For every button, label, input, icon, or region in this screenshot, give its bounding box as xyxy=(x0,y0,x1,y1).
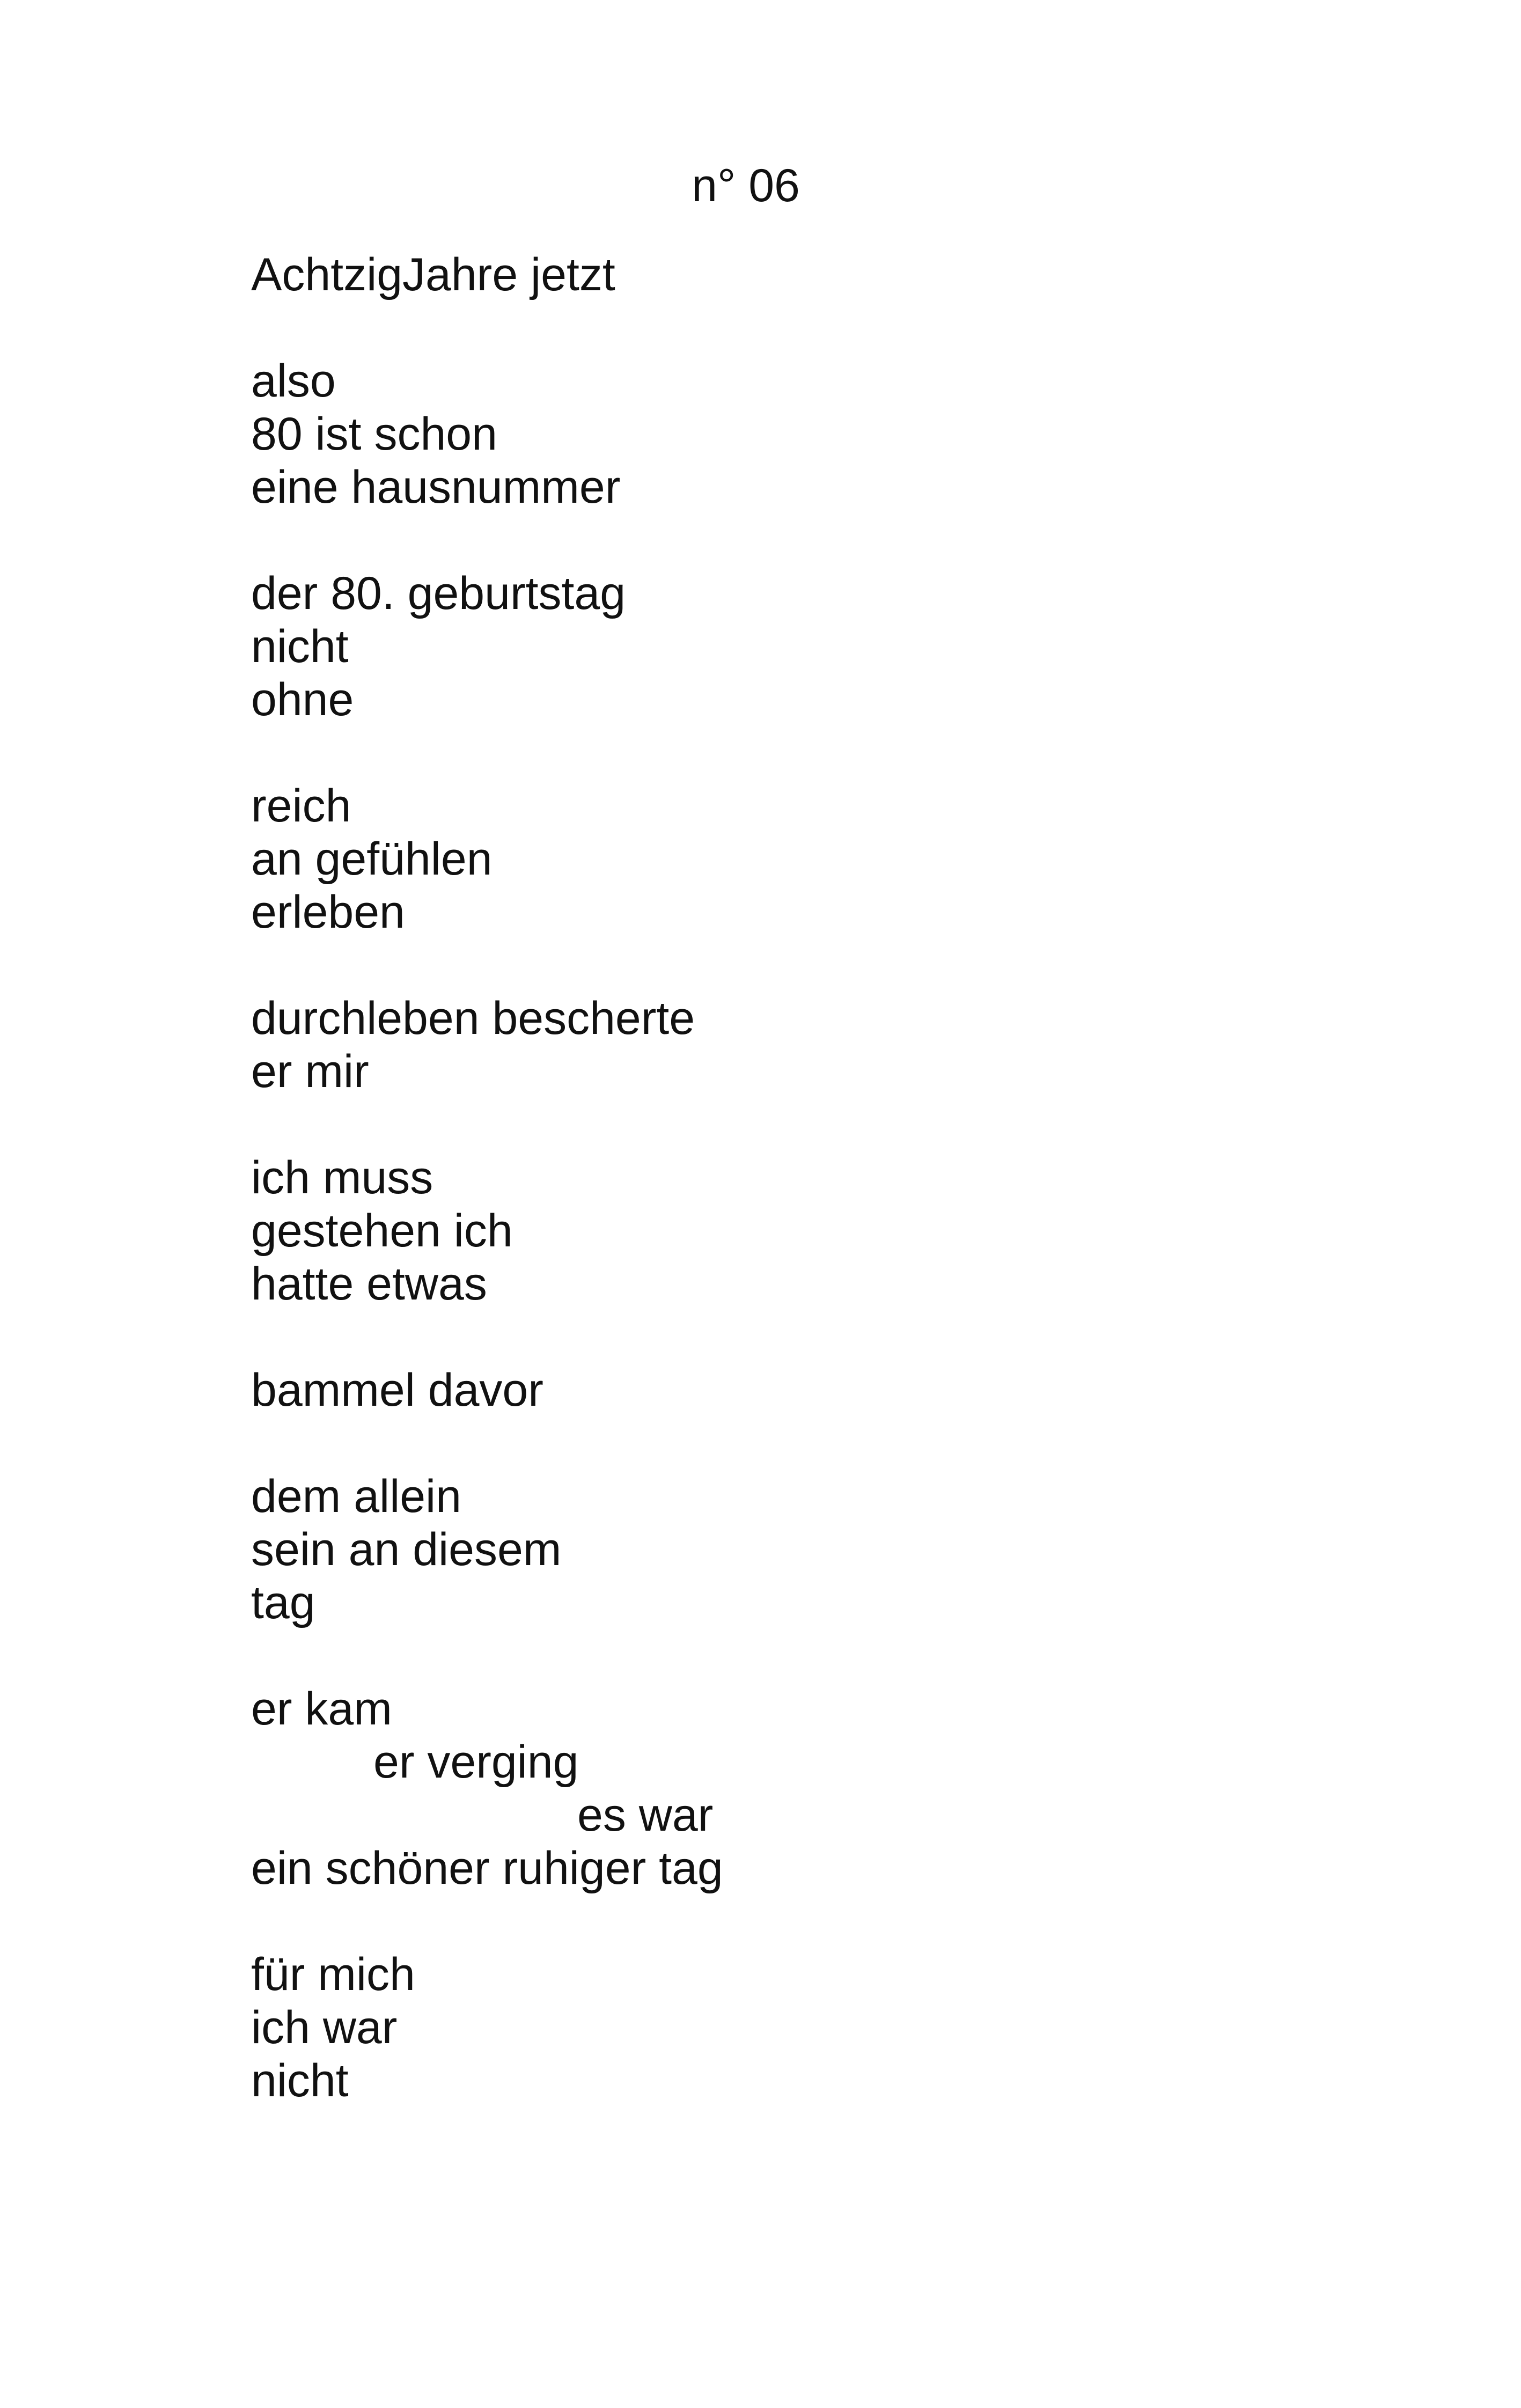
poem-line: hatte etwas xyxy=(251,1258,487,1310)
poem-line: bammel davor xyxy=(251,1364,543,1416)
poem-line: an gefühlen xyxy=(251,833,493,885)
poem-line-indented: er verging xyxy=(373,1736,579,1788)
poem-line: ich war xyxy=(251,2002,398,2053)
poem-line: ich muss xyxy=(251,1152,433,1203)
poem-line: der 80. geburtstag xyxy=(251,568,626,619)
poem-line: nicht xyxy=(251,2055,349,2106)
poem-line: gestehen ich xyxy=(251,1205,513,1257)
poem-line: erleben xyxy=(251,886,405,938)
poem-line: 80 ist schon xyxy=(251,408,497,460)
poem-line: er mir xyxy=(251,1046,369,1097)
poem-title: AchtzigJahre jetzt xyxy=(251,249,615,300)
poem-line: tag xyxy=(251,1577,315,1628)
poem-line: durchleben bescherte xyxy=(251,993,695,1044)
poem-line: reich xyxy=(251,780,351,832)
poem-line: er kam xyxy=(251,1683,392,1735)
poem-line: eine hausnummer xyxy=(251,461,621,513)
poem-line: ein schöner ruhiger tag xyxy=(251,1842,723,1894)
poem-number: n° 06 xyxy=(692,160,800,211)
poem-line: dem allein xyxy=(251,1471,461,1522)
poem-line: nicht xyxy=(251,621,349,672)
poem-line-indented: es war xyxy=(577,1789,714,1841)
poem-line: ohne xyxy=(251,674,354,725)
poem-line: also xyxy=(251,355,336,407)
poem-line: für mich xyxy=(251,1949,415,2000)
poem-line: sein an diesem xyxy=(251,1524,562,1575)
